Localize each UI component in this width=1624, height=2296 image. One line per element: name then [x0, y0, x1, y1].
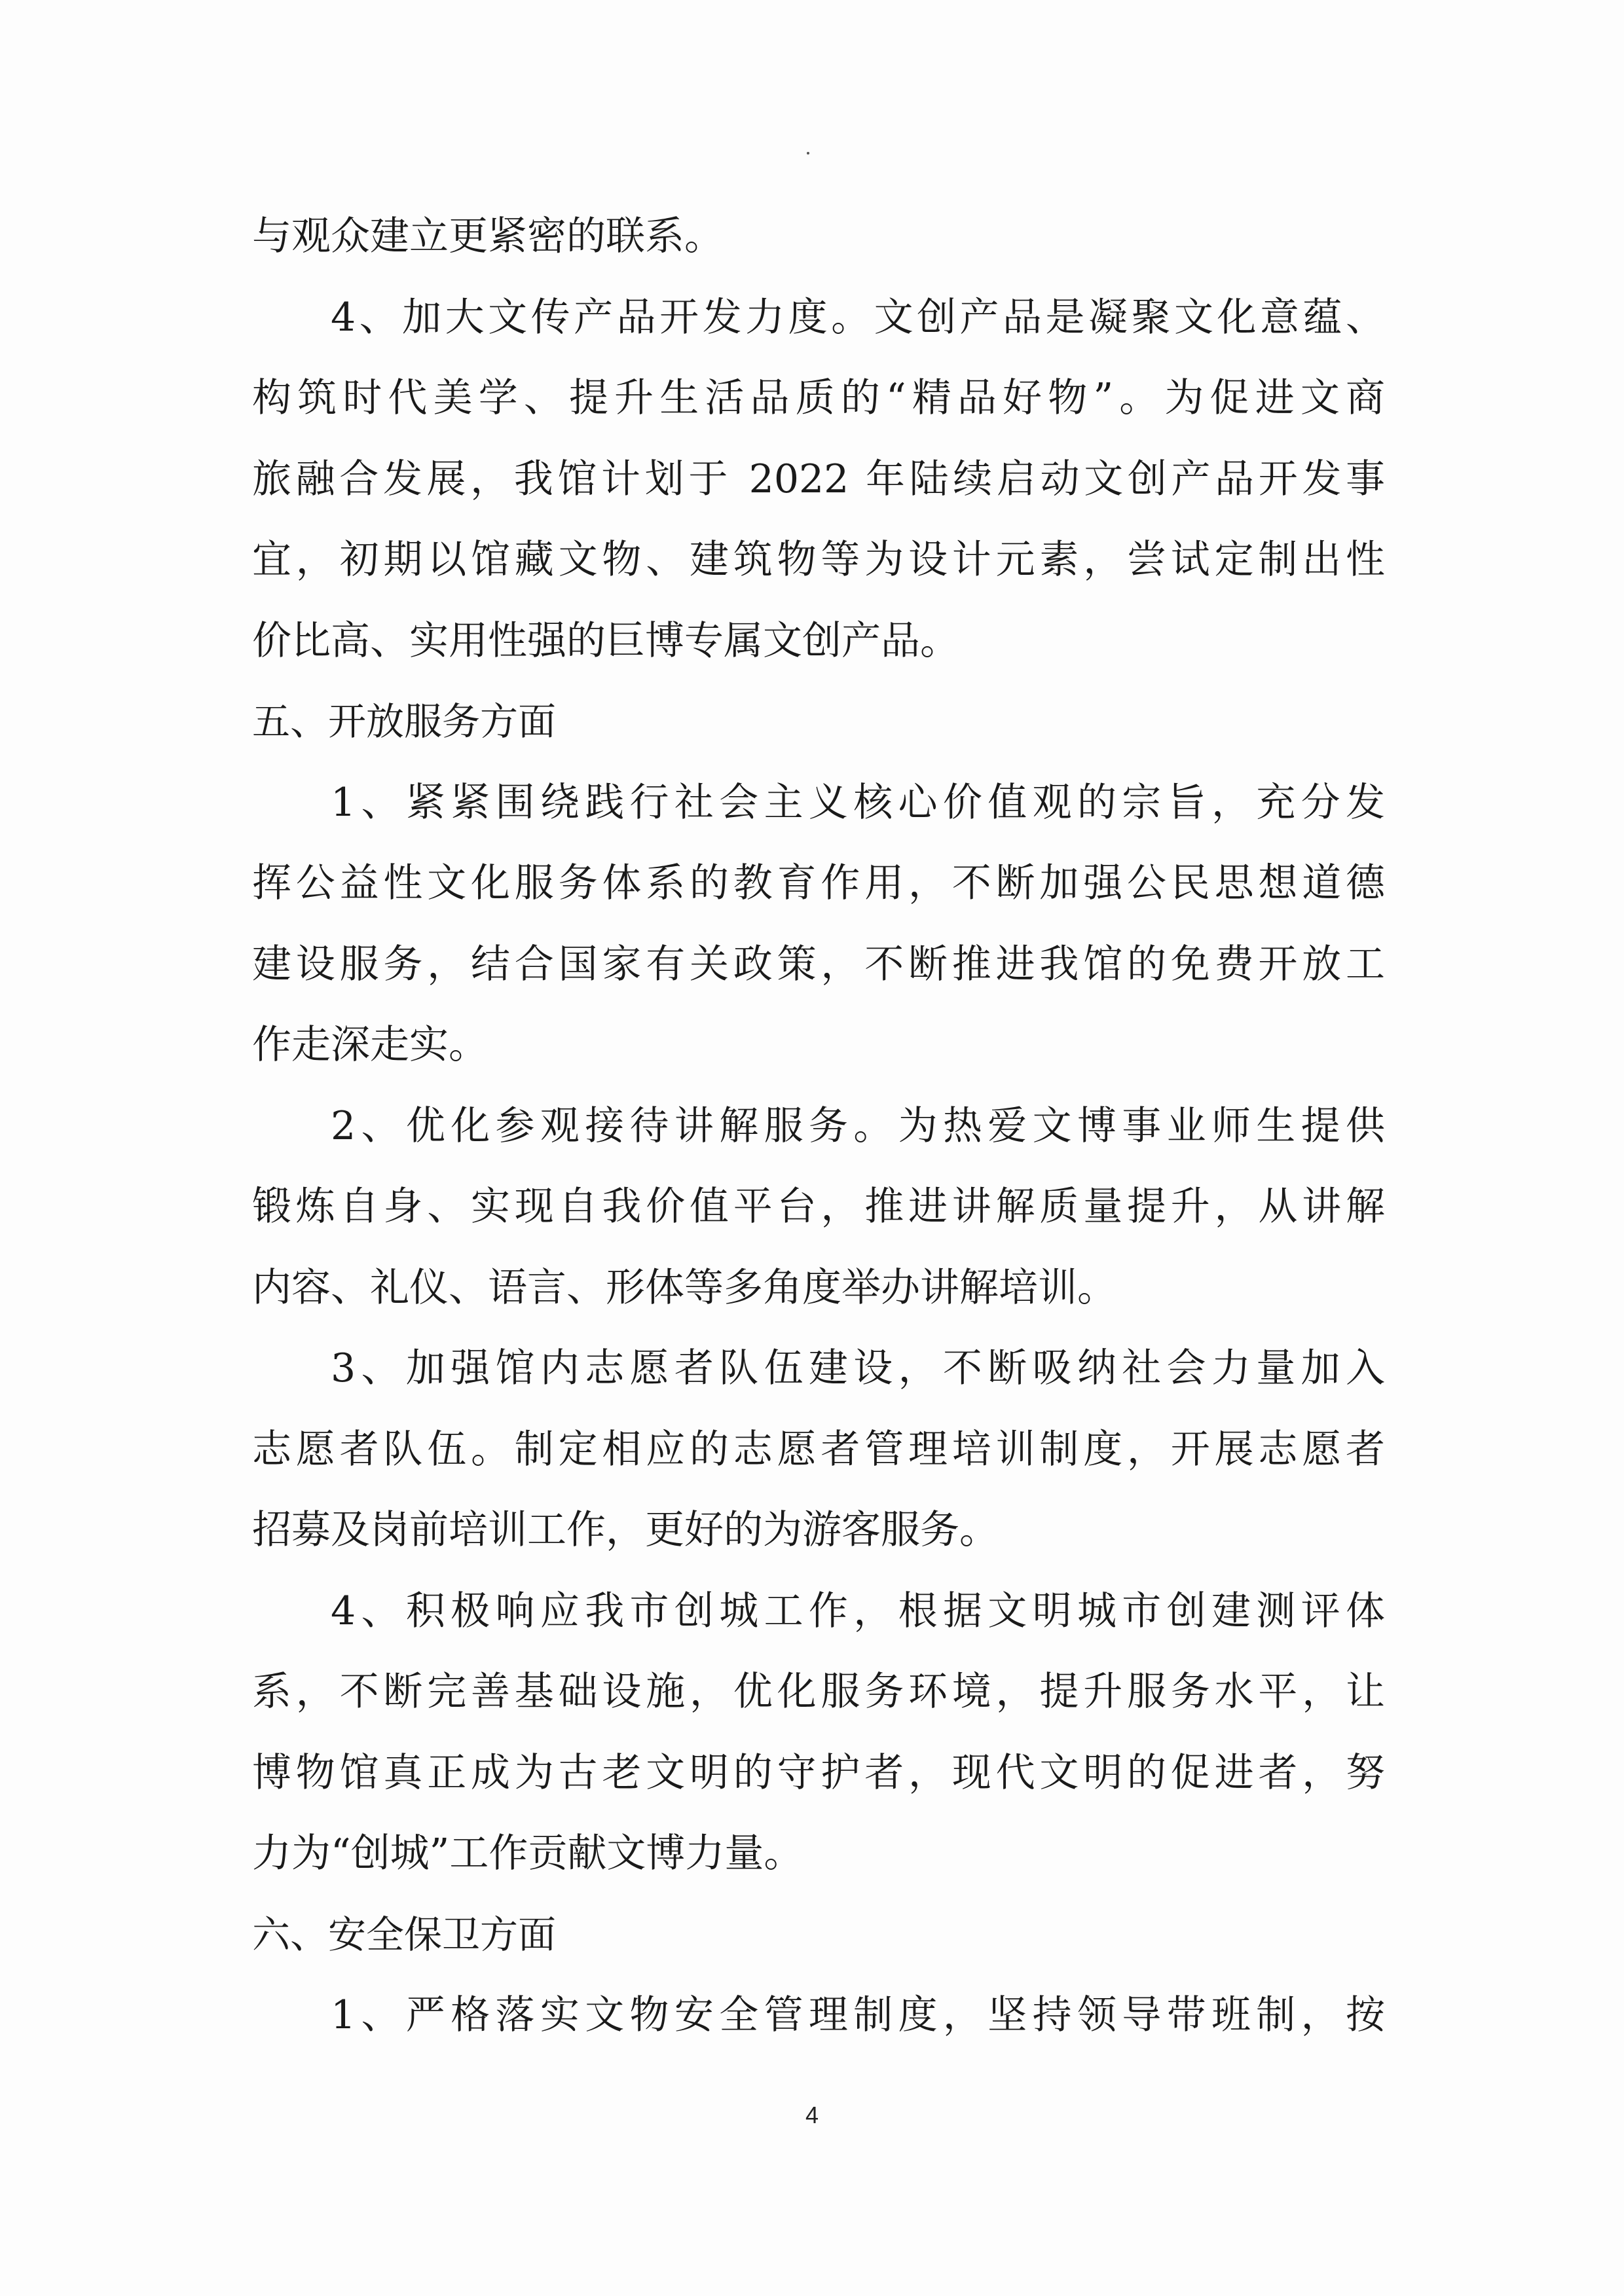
- text-line: 锻炼自身、实现自我价值平台，推进讲解质量提升，从讲解: [252, 1184, 1385, 1230]
- text-line: 2、优化参观接待讲解服务。为热爱文博事业师生提供: [331, 1102, 1385, 1149]
- text-line: 志愿者队伍。制定相应的志愿者管理培训制度，开展志愿者: [252, 1426, 1385, 1472]
- text-line: 系，不断完善基础设施，优化服务环境，提升服务水平，让: [252, 1669, 1385, 1715]
- text-line: 博物馆真正成为古老文明的守护者，现代文明的促进者，努: [252, 1749, 1385, 1796]
- text-line: 4、积极响应我市创城工作，根据文明城市创建测评体: [331, 1588, 1385, 1634]
- text-line: 宜，初期以馆藏文物、建筑物等为设计元素，尝试定制出性: [252, 537, 1385, 583]
- text-line: 4、加大文传产品开发力度。文创产品是凝聚文化意蕴、: [331, 294, 1385, 340]
- text-line: 建设服务，结合国家有关政策，不断推进我馆的免费开放工: [252, 941, 1385, 987]
- text-line: 挥公益性文化服务体系的教育作用，不断加强公民思想道德: [252, 860, 1385, 906]
- text-line: 旅融合发展，我馆计划于 2022 年陆续启动文创产品开发事: [252, 456, 1385, 502]
- text-line: 1、严格落实文物安全管理制度，坚持领导带班制，按: [331, 1992, 1385, 2038]
- text-line: 力为“创城”工作贡献文博力量。: [252, 1831, 803, 1876]
- text-line: 招募及岗前培训工作，更好的为游客服务。: [252, 1507, 999, 1553]
- text-line: 作走深走实。: [252, 1022, 488, 1068]
- section-heading: 六、安全保卫方面: [252, 1912, 557, 1957]
- body-text: [252, 196, 1385, 2056]
- section-heading: 五、开放服务方面: [252, 699, 557, 744]
- text-line: 3、加强馆内志愿者队伍建设，不断吸纳社会力量加入: [331, 1345, 1385, 1391]
- page-number: 4: [805, 2102, 819, 2128]
- text-line: 构筑时代美学、提升生活品质的“精品好物”。为促进文商: [252, 375, 1385, 421]
- text-line: 价比高、实用性强的巨博专属文创产品。: [252, 617, 959, 664]
- text-line: 1、紧紧围绕践行社会主义核心价值观的宗旨，充分发: [331, 779, 1385, 826]
- scan-speck: [807, 152, 809, 155]
- text-line: 内容、礼仪、语言、形体等多角度举办讲解培训。: [252, 1264, 1116, 1311]
- text-line: 与观众建立更紧密的联系。: [252, 213, 724, 259]
